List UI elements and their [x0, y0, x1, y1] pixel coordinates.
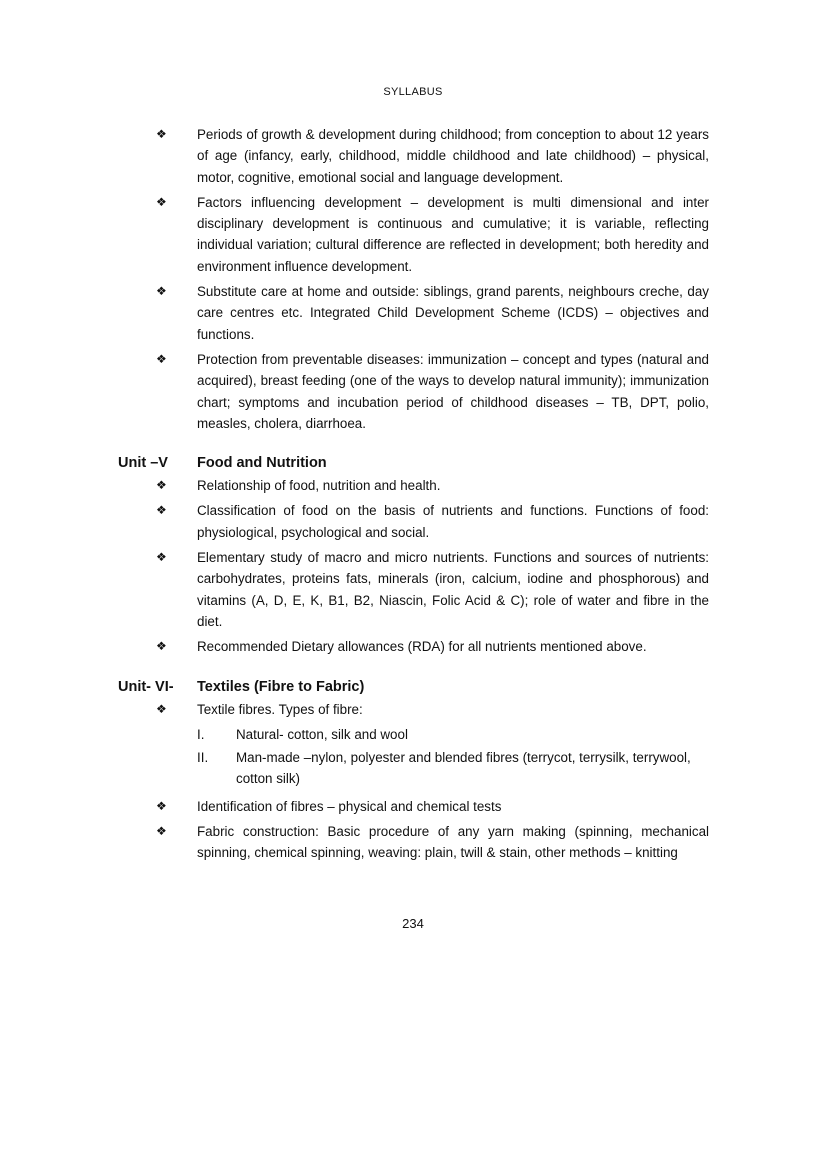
unit-number: Unit- VI-	[118, 678, 174, 695]
unit-title: Food and Nutrition	[197, 455, 327, 472]
list-item	[0, 192, 709, 277]
diamond-bullet-icon: ❖	[156, 824, 167, 839]
diamond-bullet-icon: ❖	[156, 478, 167, 493]
bullet-text: Textile fibres. Types of fibre:	[197, 701, 363, 717]
sub-list-item	[0, 747, 709, 790]
diamond-bullet-icon: ❖	[156, 127, 167, 141]
sub-item-text: Man-made –nylon, polyester and blended fibres (terrycot, terrysilk, terrywool, cotton silk)	[236, 750, 691, 787]
list-item	[0, 796, 709, 817]
sub-list-item	[0, 724, 709, 745]
bullet-text: Classification of food on the basis of nutrients and functions. Functions of food: physiological, psychological and social.	[197, 503, 709, 540]
diamond-bullet-icon: ❖	[156, 284, 167, 299]
running-header: SYLLABUS	[383, 86, 443, 98]
list-item	[0, 124, 709, 188]
bullet-text: Fabric construction: Basic procedure of any yarn making (spinning, mechanical spinning, chemical spinning, weaving: plain, twill & stain, other methods – knitting	[197, 824, 709, 861]
diamond-bullet-icon: ❖	[156, 351, 167, 366]
list-item	[0, 281, 709, 345]
diamond-bullet-icon: ❖	[156, 550, 167, 565]
page-number: 234	[402, 916, 424, 931]
diamond-bullet-icon: ❖	[156, 639, 167, 654]
page-content	[0, 124, 826, 868]
bullet-text: Substitute care at home and outside: siblings, grand parents, neighbours creche, day care centres etc. Integrated Child Development Scheme (ICDS) – objectives and functions.	[197, 284, 709, 342]
list-item	[0, 500, 709, 543]
bullet-text: Factors influencing development – development is multi dimensional and inter disciplinary development is continuous and cumulative; it is variable, reflecting individual variation; cultural difference are reflected in development; both heredity and environment influence development.	[197, 194, 709, 274]
bullet-text: Relationship of food, nutrition and health.	[197, 478, 441, 494]
roman-sublist	[0, 724, 826, 790]
unit-number: Unit –V	[118, 455, 168, 472]
roman-numeral: II.	[197, 750, 209, 766]
unit-heading	[0, 675, 826, 699]
unit-title: Textiles (Fibre to Fabric)	[197, 678, 365, 695]
diamond-bullet-icon: ❖	[156, 194, 167, 209]
bullet-text: Recommended Dietary allowances (RDA) for all nutrients mentioned above.	[197, 639, 647, 655]
roman-numeral: I.	[197, 726, 205, 742]
list-item	[0, 699, 709, 720]
unit-heading	[0, 451, 826, 475]
diamond-bullet-icon: ❖	[156, 798, 167, 813]
list-item	[0, 547, 709, 632]
bullet-text: Identification of fibres – physical and chemical tests	[197, 798, 502, 814]
bullet-text: Elementary study of macro and micro nutrients. Functions and sources of nutrients: carbohydrates, proteins fats, minerals (iron, calcium, iodine and phosphorous) and vitamins (A, D, E, K, B1, B2, Niascin, Folic Acid & C); role of water and fibre in the diet.	[197, 550, 709, 629]
list-item	[0, 349, 709, 434]
bullet-text: Protection from preventable diseases: immunization – concept and types (natural and acquired), breast feeding (one of the ways to develop natural immunity); immunization chart; symptoms and incubation period of childhood diseases – TB, DPT, polio, measles, cholera, diarrhoea.	[197, 351, 709, 431]
diamond-bullet-icon: ❖	[156, 701, 167, 716]
sub-item-text: Natural- cotton, silk and wool	[236, 726, 408, 742]
list-item	[0, 636, 709, 657]
diamond-bullet-icon: ❖	[156, 503, 167, 518]
list-item	[0, 821, 709, 864]
list-item	[0, 475, 709, 496]
bullet-text: Periods of growth & development during childhood; from conception to about 12 years of age (infancy, early, childhood, middle childhood and late childhood) – physical, motor, cognitive, emotional social and language development.	[197, 127, 709, 185]
